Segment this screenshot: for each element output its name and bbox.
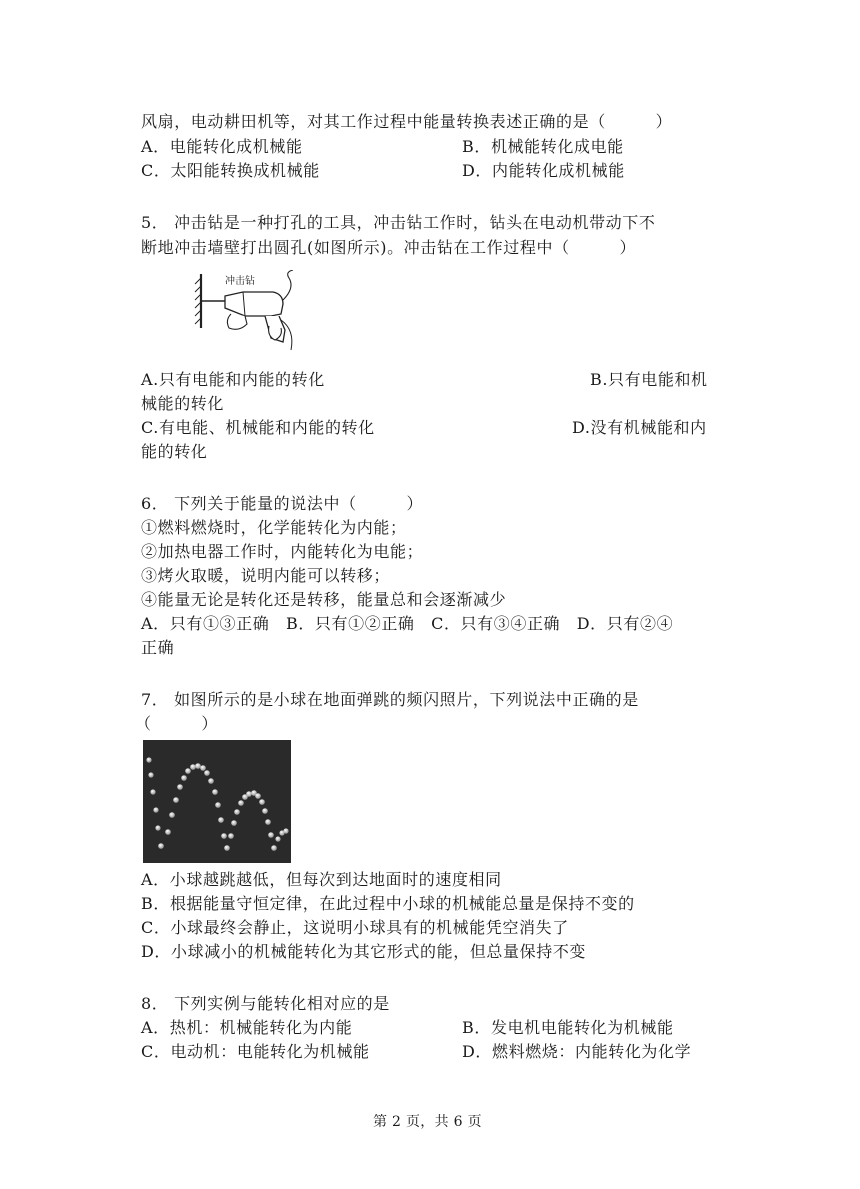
- q6-statement-3: ③烤火取暖，说明内能可以转移；: [141, 566, 391, 585]
- q7-stem-line-2: （ ）: [135, 714, 219, 733]
- q5-option-d: D.没有机械能和内: [572, 418, 707, 437]
- q8-stem: 8． 下列实例与能转化相对应的是: [141, 994, 390, 1013]
- q4-stem-continuation: 风扇，电动耕田机等，对其工作过程中能量转换表述正确的是（ ）: [141, 112, 673, 131]
- q8-option-c: C．电动机：电能转化为机械能: [141, 1042, 370, 1061]
- q5-option-d-cont: 能的转化: [141, 442, 208, 461]
- drill-label: 冲击钻: [225, 276, 255, 287]
- q8-option-d: D．燃料燃烧：内能转化为化学: [462, 1042, 692, 1061]
- q6-statement-2: ②加热电器工作时，内能转化为电能；: [141, 542, 424, 561]
- q6-options: A．只有①③正确 B．只有①②正确 C．只有③④正确 D．只有②④: [141, 614, 674, 633]
- q6-statement-1: ①燃料燃烧时，化学能转化为内能；: [141, 518, 407, 537]
- q7-stem-line-1: 7． 如图所示的是小球在地面弹跳的频闪照片，下列说法中正确的是: [141, 690, 639, 709]
- q8-option-a: A．热机：机械能转化为内能: [141, 1018, 353, 1037]
- impact-drill-figure: [185, 270, 310, 355]
- q6-options-cont: 正确: [141, 638, 175, 657]
- q7-option-a: A．小球越跳越低，但每次到达地面时的速度相同: [141, 870, 502, 889]
- q6-stem: 6． 下列关于能量的说法中（ ）: [141, 494, 424, 513]
- q5-option-c: C.有电能、机械能和内能的转化: [141, 418, 375, 437]
- q4-option-b: B．机械能转化成电能: [462, 137, 624, 156]
- q4-option-d: D．内能转化成机械能: [462, 161, 625, 180]
- q7-option-c: C．小球最终会静止，这说明小球具有的机械能凭空消失了: [141, 918, 569, 937]
- q4-option-c: C．太阳能转换成机械能: [141, 161, 320, 180]
- bouncing-ball-photo: [143, 740, 291, 863]
- q5-option-b-cont: 械能的转化: [141, 394, 225, 413]
- q5-option-a: A.只有电能和内能的转化: [141, 370, 325, 389]
- q6-statement-4: ④能量无论是转化还是转移，能量总和会逐渐减少: [141, 590, 507, 609]
- page-footer: 第 2 页，共 6 页: [373, 1114, 482, 1130]
- q8-option-b: B．发电机电能转化为机械能: [462, 1018, 674, 1037]
- q5-option-b: B.只有电能和机: [590, 370, 708, 389]
- q4-option-a: A．电能转化成机械能: [141, 137, 303, 156]
- q7-option-d: D．小球减小的机械能转化为其它形式的能，但总量保持不变: [141, 942, 587, 961]
- q7-option-b: B．根据能量守恒定律，在此过程中小球的机械能总量是保持不变的: [141, 894, 635, 913]
- q5-stem-line-1: 5． 冲击钻是一种打孔的工具，冲击钻工作时，钻头在电动机带动下不: [141, 213, 656, 232]
- q5-stem-line-2: 断地冲击墙壁打出圆孔(如图所示)。冲击钻在工作过程中（ ）: [141, 238, 637, 257]
